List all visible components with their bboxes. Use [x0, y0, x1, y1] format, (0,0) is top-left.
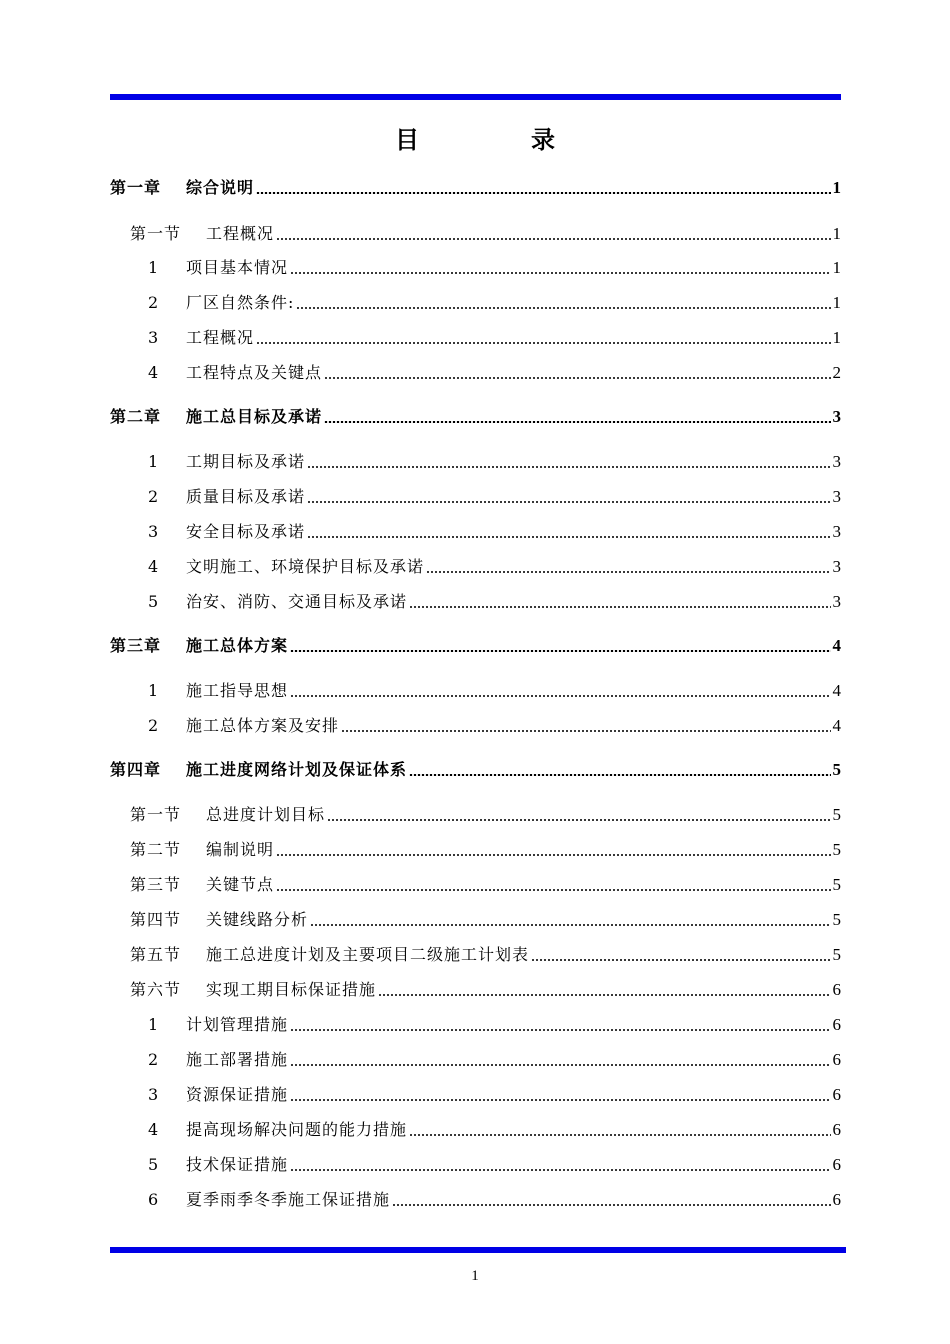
toc-entry-title: 施工总进度计划及主要项目二级施工计划表 — [206, 945, 530, 964]
toc-entry-title: 施工部署措施 — [186, 1050, 289, 1069]
toc-entry-title: 工程特点及关键点 — [186, 363, 323, 382]
toc-entry-title: 实现工期目标保证措施 — [206, 980, 377, 999]
toc-entry-section[interactable] — [130, 838, 841, 862]
toc-entry-item[interactable] — [148, 520, 841, 544]
toc-entry-number: 第一节 — [130, 224, 182, 243]
toc-entry-item[interactable] — [148, 256, 841, 280]
toc-entry-title: 工程概况 — [206, 224, 275, 243]
dot-leader — [341, 730, 830, 732]
toc-entry-number: 第六节 — [130, 980, 182, 999]
toc-entry-number: 2 — [148, 716, 160, 735]
toc-entry-number: 2 — [148, 293, 160, 312]
toc-entry-chapter[interactable] — [110, 176, 841, 200]
toc-entry-title: 关键节点 — [206, 875, 275, 894]
toc-entry-page: 3 — [832, 452, 841, 471]
toc-entry-title: 资源保证措施 — [186, 1085, 289, 1104]
header-rule — [110, 94, 841, 100]
toc-entry-title: 治安、消防、交通目标及承诺 — [186, 592, 408, 611]
toc-entry-page: 3 — [832, 557, 841, 576]
toc-entry-number: 第五节 — [130, 945, 182, 964]
toc-entry-number: 2 — [148, 487, 160, 506]
toc-entry-page: 6 — [832, 980, 841, 999]
toc-entry-number: 5 — [148, 1155, 160, 1174]
toc-entry-item[interactable] — [148, 1083, 841, 1107]
toc-entry-title: 工程概况 — [186, 328, 255, 347]
toc-entry-title: 工期目标及承诺 — [186, 452, 306, 471]
toc-entry-page: 6 — [832, 1015, 841, 1034]
toc-entry-title: 关键线路分析 — [206, 910, 309, 929]
dot-leader — [276, 889, 830, 891]
toc-entry-page: 1 — [832, 328, 841, 347]
toc-entry-title: 计划管理措施 — [186, 1015, 289, 1034]
toc-entry-title: 安全目标及承诺 — [186, 522, 306, 541]
toc-entry-title: 项目基本情况 — [186, 258, 289, 277]
toc-entry-page: 5 — [832, 805, 841, 824]
dot-leader — [307, 536, 830, 538]
toc-entry-number: 第二节 — [130, 840, 182, 859]
toc-entry-title: 厂区自然条件: — [186, 293, 295, 312]
toc-entry-page: 1 — [832, 293, 841, 312]
toc-entry-page: 1 — [832, 258, 841, 277]
toc-entry-title: 施工总目标及承诺 — [186, 407, 323, 426]
toc-entry-chapter[interactable] — [110, 405, 841, 429]
dot-leader — [296, 307, 830, 309]
toc-entry-title: 质量目标及承诺 — [186, 487, 306, 506]
toc-entry-item[interactable] — [148, 1118, 841, 1142]
toc-entry-page: 3 — [832, 487, 841, 506]
footer-rule — [110, 1247, 846, 1253]
toc-entry-number: 3 — [148, 522, 160, 541]
toc-entry-page: 5 — [832, 760, 841, 779]
toc-entry-title: 总进度计划目标 — [206, 805, 326, 824]
toc-entry-item[interactable] — [148, 1153, 841, 1177]
toc-entry-page: 6 — [832, 1085, 841, 1104]
toc-entry-title: 施工总体方案及安排 — [186, 716, 340, 735]
dot-leader — [307, 501, 830, 503]
toc-entry-number: 1 — [148, 681, 160, 700]
toc-entry-section[interactable] — [130, 803, 841, 827]
dot-leader — [290, 1169, 830, 1171]
toc-entry-item[interactable] — [148, 291, 841, 315]
toc-entry-page: 1 — [832, 224, 841, 243]
toc-entry-page: 6 — [832, 1190, 841, 1209]
toc-entry-title: 技术保证措施 — [186, 1155, 289, 1174]
toc-entry-title: 夏季雨季冬季施工保证措施 — [186, 1190, 391, 1209]
toc-entry-section[interactable] — [130, 908, 841, 932]
toc-entry-page: 6 — [832, 1155, 841, 1174]
dot-leader — [256, 342, 830, 344]
toc-entry-number: 2 — [148, 1050, 160, 1069]
dot-leader — [392, 1204, 830, 1206]
dot-leader — [324, 421, 830, 423]
toc-entry-number: 3 — [148, 328, 160, 347]
toc-entry-page: 6 — [832, 1050, 841, 1069]
toc-entry-section[interactable] — [130, 943, 841, 967]
dot-leader — [531, 959, 830, 961]
toc-entry-item[interactable] — [148, 485, 841, 509]
toc-entry-title: 文明施工、环境保护目标及承诺 — [186, 557, 425, 576]
toc-entry-number: 第一节 — [130, 805, 182, 824]
dot-leader — [276, 854, 830, 856]
toc-entry-number: 4 — [148, 363, 160, 382]
toc-entry-page: 1 — [832, 178, 841, 197]
toc-entry-number: 3 — [148, 1085, 160, 1104]
toc-entry-number: 4 — [148, 557, 160, 576]
dot-leader — [409, 774, 830, 776]
toc-entry-item[interactable] — [148, 450, 841, 474]
toc-entry-page: 3 — [832, 522, 841, 541]
toc-entry-number: 第四节 — [130, 910, 182, 929]
dot-leader — [378, 994, 830, 996]
toc-entry-number: 1 — [148, 452, 160, 471]
toc-entry-item[interactable] — [148, 1048, 841, 1072]
toc-title: 目 录 — [395, 126, 599, 154]
toc-entry-page: 4 — [832, 716, 841, 735]
dot-leader — [409, 1134, 830, 1136]
toc-entry-title: 提高现场解决问题的能力措施 — [186, 1120, 408, 1139]
toc-entry-number: 5 — [148, 592, 160, 611]
toc-entry-item[interactable] — [148, 326, 841, 350]
toc-entry-page: 5 — [832, 910, 841, 929]
toc-entry-number: 4 — [148, 1120, 160, 1139]
dot-leader — [426, 571, 830, 573]
toc-entry-section[interactable] — [130, 222, 841, 246]
toc-entry-section[interactable] — [130, 978, 841, 1002]
dot-leader — [290, 272, 830, 274]
toc-entry-item[interactable] — [148, 590, 841, 614]
toc-entry-section[interactable] — [130, 873, 841, 897]
toc-entry-title: 施工总体方案 — [186, 636, 289, 655]
dot-leader — [290, 650, 830, 652]
toc-entry-page: 5 — [832, 945, 841, 964]
toc-entry-page: 5 — [832, 875, 841, 894]
toc-entry-title: 综合说明 — [186, 178, 255, 197]
toc-entry-chapter[interactable] — [110, 758, 841, 782]
toc-entry-title: 编制说明 — [206, 840, 275, 859]
toc-entry-title: 施工进度网络计划及保证体系 — [186, 760, 408, 779]
toc-entry-number: 第四章 — [110, 760, 162, 779]
dot-leader — [324, 377, 830, 379]
toc-entry-item[interactable] — [148, 1013, 841, 1037]
toc-entry-item[interactable] — [148, 361, 841, 385]
toc-entry-page: 5 — [832, 840, 841, 859]
toc-entry-item[interactable] — [148, 1188, 841, 1212]
toc-entry-number: 第三节 — [130, 875, 182, 894]
toc-entry-page: 2 — [832, 363, 841, 382]
dot-leader — [256, 192, 830, 194]
dot-leader — [290, 695, 830, 697]
toc-entry-page: 4 — [832, 636, 841, 655]
toc-entry-number: 1 — [148, 1015, 160, 1034]
toc-entry-page: 6 — [832, 1120, 841, 1139]
footer-page-number: 1 — [471, 1268, 479, 1284]
toc-entry-number: 第一章 — [110, 178, 162, 197]
dot-leader — [310, 924, 830, 926]
toc-entry-number: 1 — [148, 258, 160, 277]
toc-entry-chapter[interactable] — [110, 634, 841, 658]
toc-entry-item[interactable] — [148, 555, 841, 579]
dot-leader — [276, 238, 830, 240]
toc-entry-page: 3 — [832, 407, 841, 426]
toc-entry-page: 4 — [832, 681, 841, 700]
toc-entry-page: 3 — [832, 592, 841, 611]
toc-entry-number: 6 — [148, 1190, 160, 1209]
toc-entry-number: 第二章 — [110, 407, 162, 426]
dot-leader — [409, 606, 830, 608]
dot-leader — [307, 466, 830, 468]
dot-leader — [290, 1029, 830, 1031]
dot-leader — [290, 1099, 830, 1101]
toc-entry-item[interactable] — [148, 714, 841, 738]
dot-leader — [327, 819, 830, 821]
toc-entry-title: 施工指导思想 — [186, 681, 289, 700]
toc-entry-item[interactable] — [148, 679, 841, 703]
dot-leader — [290, 1064, 830, 1066]
toc-entry-number: 第三章 — [110, 636, 162, 655]
